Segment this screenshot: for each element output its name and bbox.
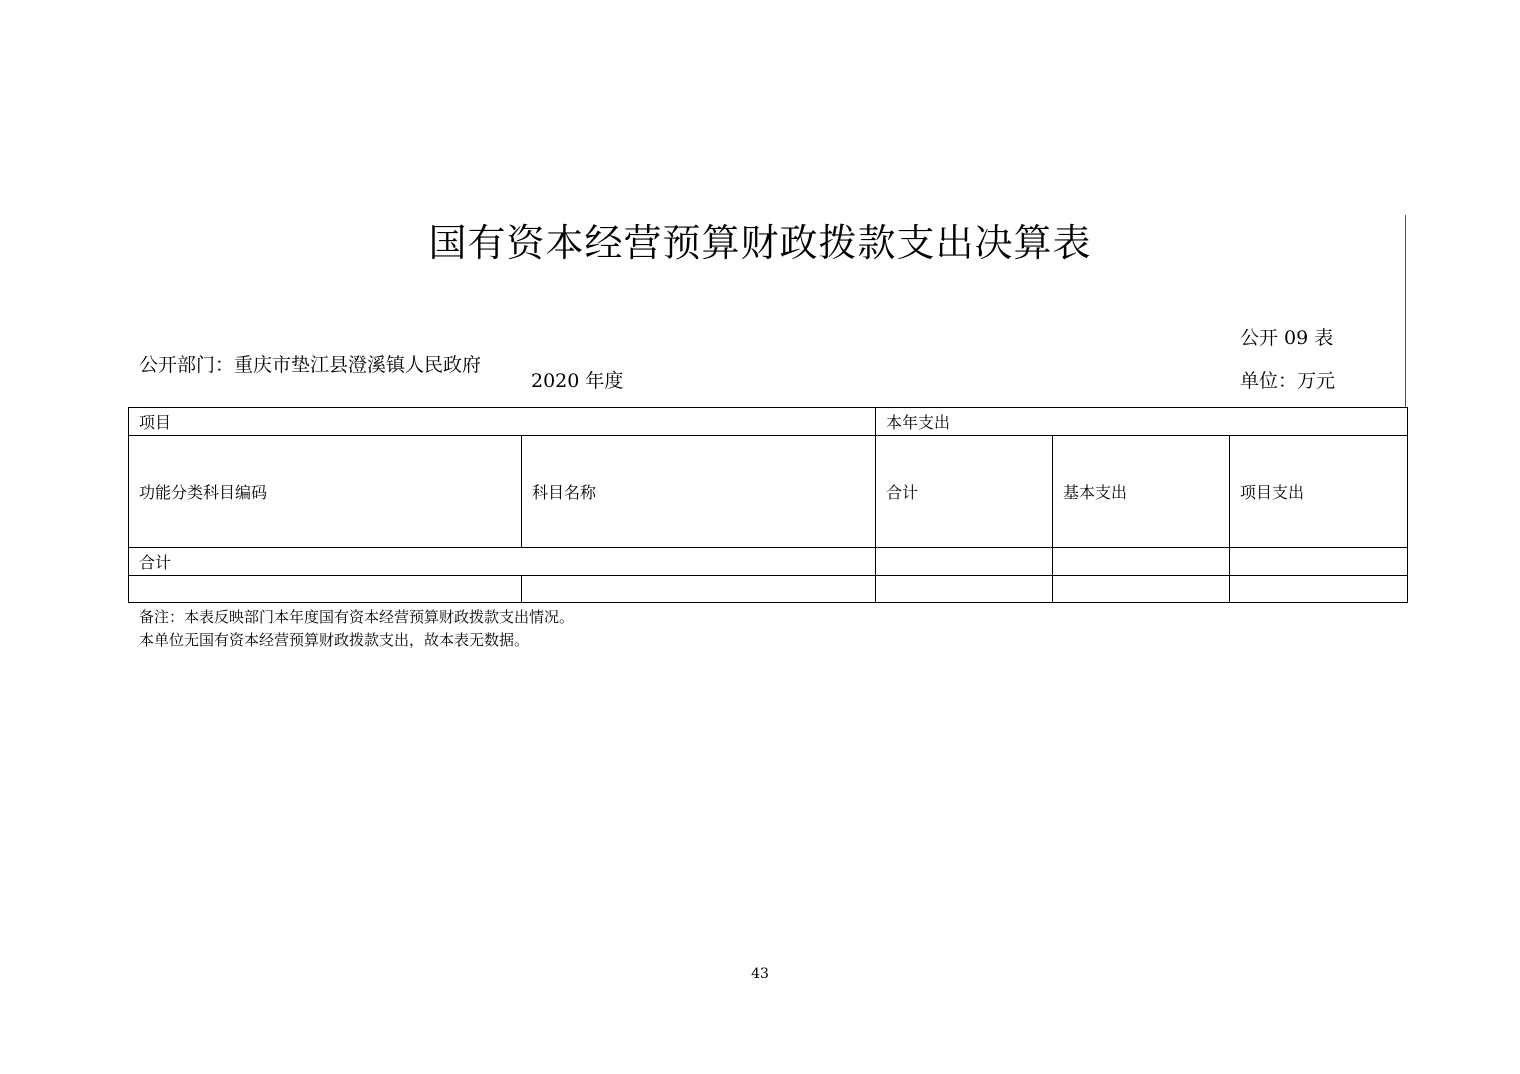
note-line: 备注：本表反映部门本年度国有资本经营预算财政拨款支出情况。 [139, 608, 575, 626]
table-cell [876, 576, 1053, 603]
col-header-project: 项目支出 [1230, 436, 1408, 548]
table-cell [129, 576, 522, 603]
table-cell [1053, 576, 1230, 603]
total-cell [876, 548, 1053, 576]
table-cell [522, 576, 876, 603]
col-header-code: 功能分类科目编码 [129, 436, 522, 548]
expenditure-table [128, 407, 1408, 603]
fiscal-year: 2020 年度 [531, 370, 624, 392]
group-header-project: 项目 [129, 408, 876, 436]
department-label: 公开部门：重庆市垫江县澄溪镇人民政府 [139, 354, 482, 376]
table-column-header-row [129, 436, 1408, 548]
col-header-name: 科目名称 [522, 436, 876, 548]
total-basic-cell [1053, 548, 1230, 576]
note-line: 本单位无国有资本经营预算财政拨款支出，故本表无数据。 [139, 631, 530, 649]
table-cell [1230, 576, 1408, 603]
group-header-current-year: 本年支出 [876, 408, 1408, 436]
total-row-label: 合计 [129, 548, 876, 576]
page-title: 国有资本经营预算财政拨款支出决算表 [428, 221, 1092, 265]
page-number: 43 [751, 966, 769, 982]
table-group-header-row [129, 408, 1408, 436]
table-total-row [129, 548, 1408, 576]
unit-label: 单位：万元 [1240, 370, 1336, 392]
form-number: 公开 09 表 [1240, 327, 1334, 349]
total-project-cell [1230, 548, 1408, 576]
col-header-total: 合计 [876, 436, 1053, 548]
notes-block [139, 606, 574, 652]
table-row [129, 576, 1408, 603]
col-header-basic: 基本支出 [1053, 436, 1230, 548]
